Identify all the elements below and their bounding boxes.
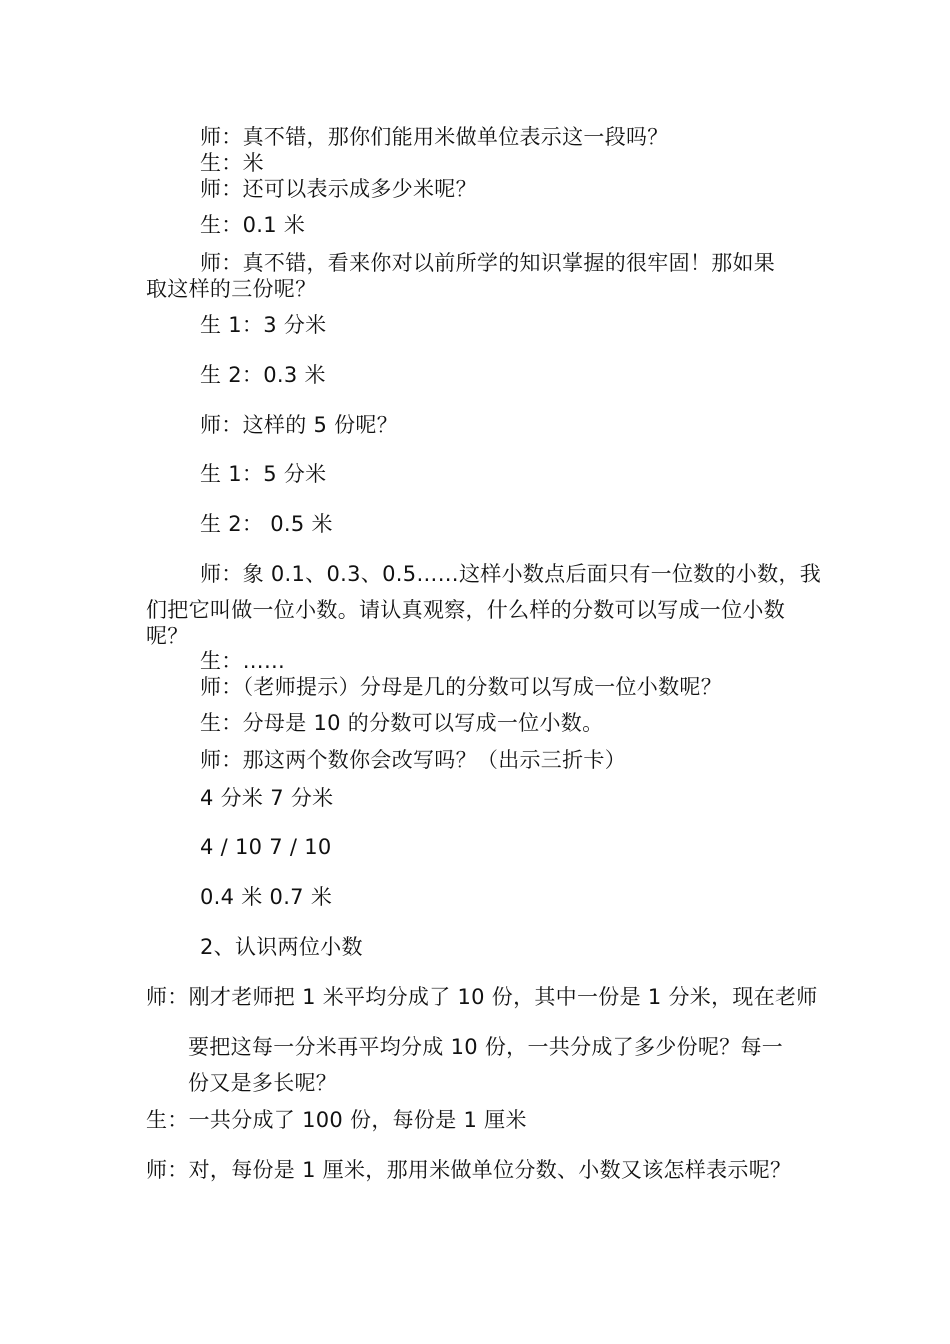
text-line: 生 1：5 分米 [200,462,327,486]
text-line: 4 分米 7 分米 [200,786,334,810]
text-line: 生：米 [200,151,264,175]
text-line: 取这样的三份呢？ [146,277,317,301]
text-line: 生 2： 0.5 米 [200,512,333,536]
text-line: 生：一共分成了 100 份，每份是 1 厘米 [146,1108,527,1132]
text-line: 生 1：3 分米 [200,313,327,337]
text-line: 生：0.1 米 [200,213,306,237]
text-line: 师：象 0.1、0.3、0.5……这样小数点后面只有一位数的小数，我 [200,562,822,586]
text-line: 生：…… [200,649,286,673]
text-line: 4 / 10 7 / 10 [200,835,332,859]
text-line: 师：对，每份是 1 厘米，那用米做单位分数、小数又该怎样表示呢？ [146,1158,792,1182]
text-line: 要把这每一分米再平均分成 10 份，一共分成了多少份呢？每一 [188,1035,784,1059]
text-line: 0.4 米 0.7 米 [200,885,333,909]
text-line: 师：还可以表示成多少米呢？ [200,177,477,201]
text-line: 师：真不错，那你们能用米做单位表示这一段吗？ [200,125,669,149]
text-line: 师：（老师提示）分母是几的分数可以写成一位小数呢？ [200,675,722,699]
text-line: 生 2：0.3 米 [200,363,326,387]
text-line: 呢？ [146,624,189,648]
text-line: 师：那这两个数你会改写吗？（出示三折卡） [200,748,626,772]
text-line: 份又是多长呢？ [188,1071,338,1095]
text-line: 生：分母是 10 的分数可以写成一位小数。 [200,711,604,735]
text-line: 师：刚才老师把 1 米平均分成了 10 份，其中一份是 1 分米，现在老师 [146,985,818,1009]
text-line: 们把它叫做一位小数。请认真观察，什么样的分数可以写成一位小数 [146,598,785,622]
text-line: 师：真不错，看来你对以前所学的知识掌握的很牢固！那如果 [200,251,776,275]
text-line: 师：这样的 5 份呢？ [200,413,399,437]
section-heading: 2、认识两位小数 [200,935,363,959]
